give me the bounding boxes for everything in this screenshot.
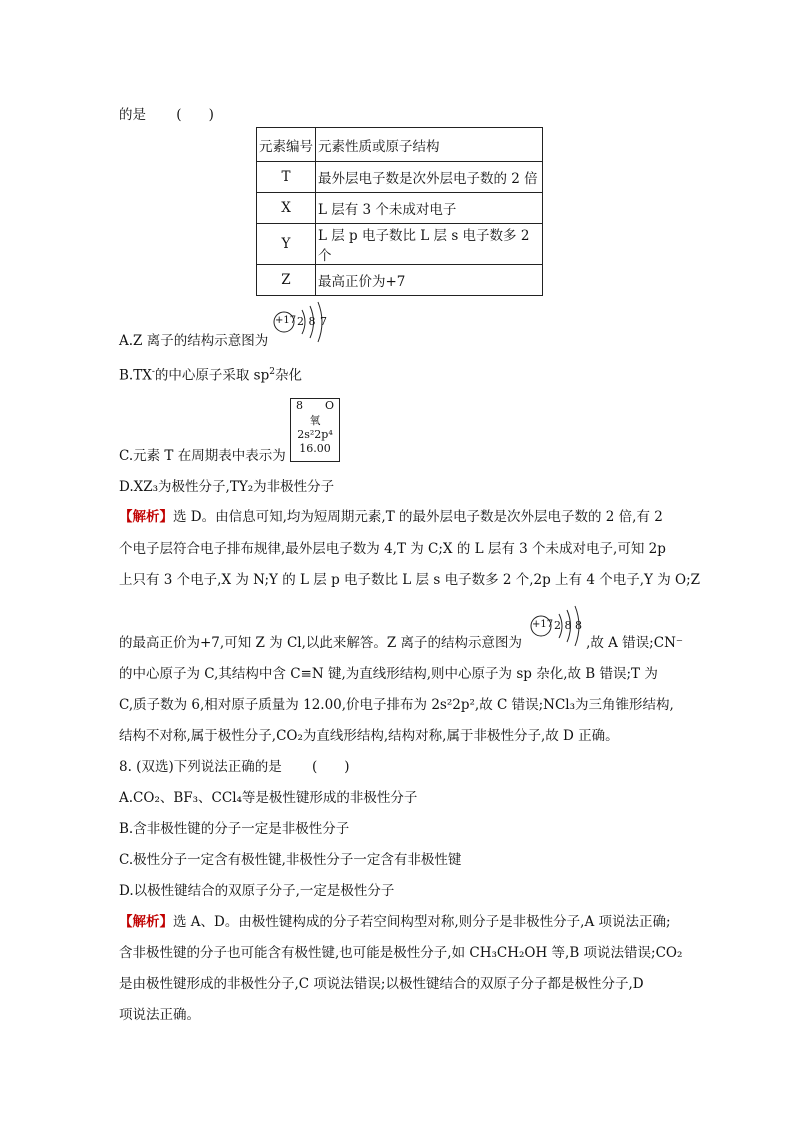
- table-cell: T: [257, 162, 316, 193]
- table-row: [257, 265, 543, 296]
- table-header-row: [257, 128, 543, 162]
- analysis-line: 结构不对称,属于极性分子,CO₂为直线形结构,结构对称,属于非极性分子,故 D 正确。: [119, 728, 619, 744]
- table-cell: 最高正价为+7: [316, 265, 543, 296]
- nucleus-label: +17: [532, 619, 554, 630]
- analysis-line: 【解析】选 D。由信息可知,均为短周期元素,T 的最外层电子数是次外层电子数的 2 倍,有 2: [119, 509, 663, 525]
- analysis-tag: 【解析】: [119, 509, 173, 525]
- table-header: 元素编号: [257, 128, 316, 162]
- option-c: C.元素 T 在周期表中表示为: [119, 448, 286, 464]
- answer-paren: ( ): [176, 107, 214, 123]
- analysis-line: 含非极性键的分子也可能含有极性键,也可能是极性分子,如 CH₃CH₂OH 等,B 项说法错误;CO₂: [119, 945, 683, 961]
- analysis-line: C,质子数为 6,相对原子质量为 12.00,价电子排布为 2s²2p²,故 C 错误;NCl₃为三角锥形结构,: [119, 697, 674, 713]
- shell-electrons: 2 8 8: [554, 619, 582, 632]
- table-cell: L 层 p 电子数比 L 层 s 电子数多 2 个: [316, 224, 543, 265]
- answer-paren: ( ): [312, 759, 350, 775]
- periodic-element-card: [290, 398, 340, 462]
- analysis-line: 的中心原子为 C,其结构中含 C≡N 键,为直线形结构,则中心原子为 sp 杂化,故 B 错误;T 为: [119, 666, 658, 682]
- table-row: [257, 224, 543, 265]
- electron-config: 2s²2p⁴: [297, 428, 333, 441]
- element-name: 氧: [309, 414, 321, 427]
- option-d: D.以极性键结合的双原子分子,一定是极性分子: [119, 883, 395, 899]
- table-cell: 最外层电子数是次外层电子数的 2 倍: [316, 162, 543, 193]
- option-a: A.CO₂、BF₃、CCl₄等是极性键形成的非极性分子: [119, 790, 418, 806]
- table-row: [257, 193, 543, 224]
- table-cell: X: [257, 193, 316, 224]
- table-cell: Z: [257, 265, 316, 296]
- table-cell: L 层有 3 个未成对电子: [316, 193, 543, 224]
- analysis-tag: 【解析】: [119, 914, 173, 930]
- analysis-line: 的最高正价为+7,可知 Z 为 Cl,以此来解答。Z 离子的结构示意图为 ,故 A 错误;CN⁻: [119, 635, 684, 651]
- element-symbol: O: [324, 399, 334, 412]
- option-a: A.Z 离子的结构示意图为: [119, 333, 269, 349]
- shell-electrons: 2 8 7: [297, 315, 327, 328]
- analysis-line: 【解析】选 A、D。由极性键构成的分子若空间构型对称,则分子是非极性分子,A 项说法正确;: [119, 914, 671, 930]
- analysis-line: 是由极性键形成的非极性分子,C 项说法错误;以极性键结合的双原子分子都是极性分子,D: [119, 976, 644, 992]
- option-b: B.含非极性键的分子一定是非极性分子: [119, 821, 350, 837]
- analysis-line: 项说法正确。: [119, 1007, 200, 1023]
- table-header: 元素性质或原子结构: [316, 128, 543, 162]
- question-stem: 8. (双选)下列说法正确的是 ( ): [119, 759, 350, 775]
- option-c: C.极性分子一定含有极性键,非极性分子一定含有非极性键: [119, 852, 462, 868]
- option-d: D.XZ₃为极性分子,TY₂为非极性分子: [119, 479, 335, 495]
- atom-structure-diagram: [272, 298, 332, 348]
- element-table: [256, 127, 543, 296]
- analysis-line: 个电子层符合电子排布规律,最外层电子数为 4,T 为 C;X 的 L 层有 3 个未成对电子,可知 2p: [119, 541, 666, 557]
- table-row: [257, 162, 543, 193]
- nucleus-label: +17: [275, 315, 297, 326]
- atomic-mass: 16.00: [299, 442, 331, 455]
- option-b: B.TX-的中心原子采取 $sp^2$杂化: [119, 367, 302, 384]
- table-cell: Y: [257, 224, 316, 265]
- analysis-line: 上只有 3 个电子,X 为 N;Y 的 L 层 p 电子数比 L 层 s 电子数多 2 个,2p 上有 4 个电子,Y 为 O;Z: [119, 572, 701, 588]
- question-stem-tail: 的是 ( ): [119, 107, 214, 123]
- atomic-number: 8: [296, 399, 303, 412]
